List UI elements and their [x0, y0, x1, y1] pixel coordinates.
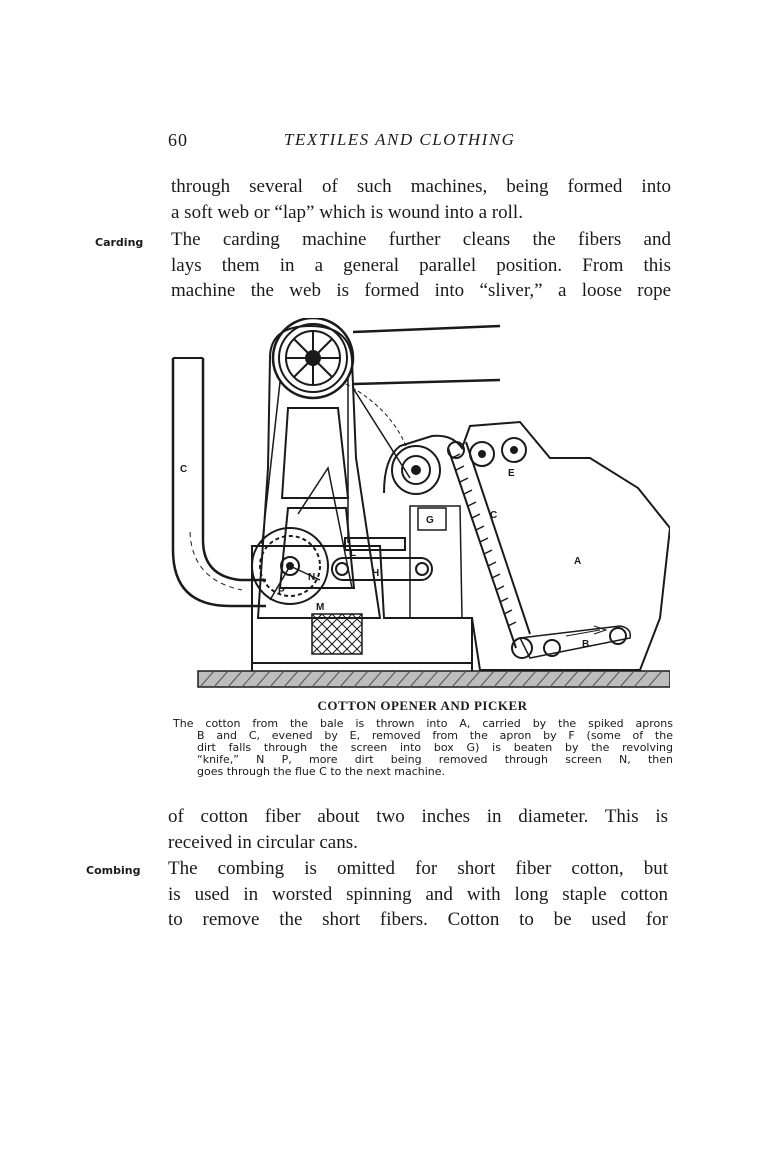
label-l: L	[350, 548, 357, 559]
figure-caption	[173, 718, 673, 778]
running-title: TEXTILES AND CLOTHING	[284, 130, 516, 149]
machine-drawing	[170, 318, 670, 690]
paragraph-after-figure	[168, 804, 668, 855]
figure-title: COTTON OPENER AND PICKER	[317, 698, 528, 713]
text-line: The combing is omitted for short fiber cotton, but	[168, 858, 668, 879]
text-line: through several of such machines, being formed into	[171, 176, 671, 197]
text-line: The carding machine further cleans the fibers and	[171, 229, 671, 250]
paragraph-combing	[168, 856, 668, 933]
text-line: to remove the short fibers. Cotton to be used for	[168, 909, 668, 930]
side-note-combing: Combing	[86, 864, 141, 877]
label-a: A	[574, 556, 582, 567]
caption-line: “knife,” N P, more dirt being removed through screen N, then	[197, 753, 673, 766]
caption-line: B and C, evened by E, removed from the apron by F (some of the	[197, 729, 673, 742]
label-m: M	[316, 602, 325, 613]
cotton-opener-illustration	[170, 318, 670, 690]
page-number: 60	[168, 130, 188, 150]
text-line: received in circular cans.	[168, 831, 358, 853]
label-g: G	[426, 515, 434, 526]
label-c-apron: C	[490, 510, 498, 521]
text-line: a soft web or “lap” which is wound into a roll.	[171, 201, 523, 223]
side-note-carding: Carding	[95, 236, 144, 249]
text-line: of cotton fiber about two inches in diameter. This is	[168, 806, 668, 827]
paragraph-carding	[171, 227, 671, 304]
label-c-flue: C	[180, 464, 188, 475]
page-header	[168, 130, 668, 156]
caption-line: goes through the flue C to the next machine.	[197, 765, 446, 778]
text-line: is used in worsted spinning and with long staple cotton	[168, 883, 668, 905]
paragraph-continuation	[171, 174, 671, 225]
label-b: B	[582, 639, 590, 650]
label-n: N	[308, 572, 316, 583]
label-p: P	[278, 586, 285, 597]
text-line: lays them in a general parallel position. From this	[171, 254, 671, 276]
caption-line: dirt falls through the screen into box G) is beaten by the revolving	[197, 741, 673, 754]
caption-line: The cotton from the bale is thrown into A, carried by the spiked aprons	[173, 717, 673, 730]
text-line: machine the web is formed into “sliver,” a loose rope	[171, 280, 671, 301]
label-e: E	[508, 468, 515, 479]
label-h: H	[372, 568, 380, 579]
